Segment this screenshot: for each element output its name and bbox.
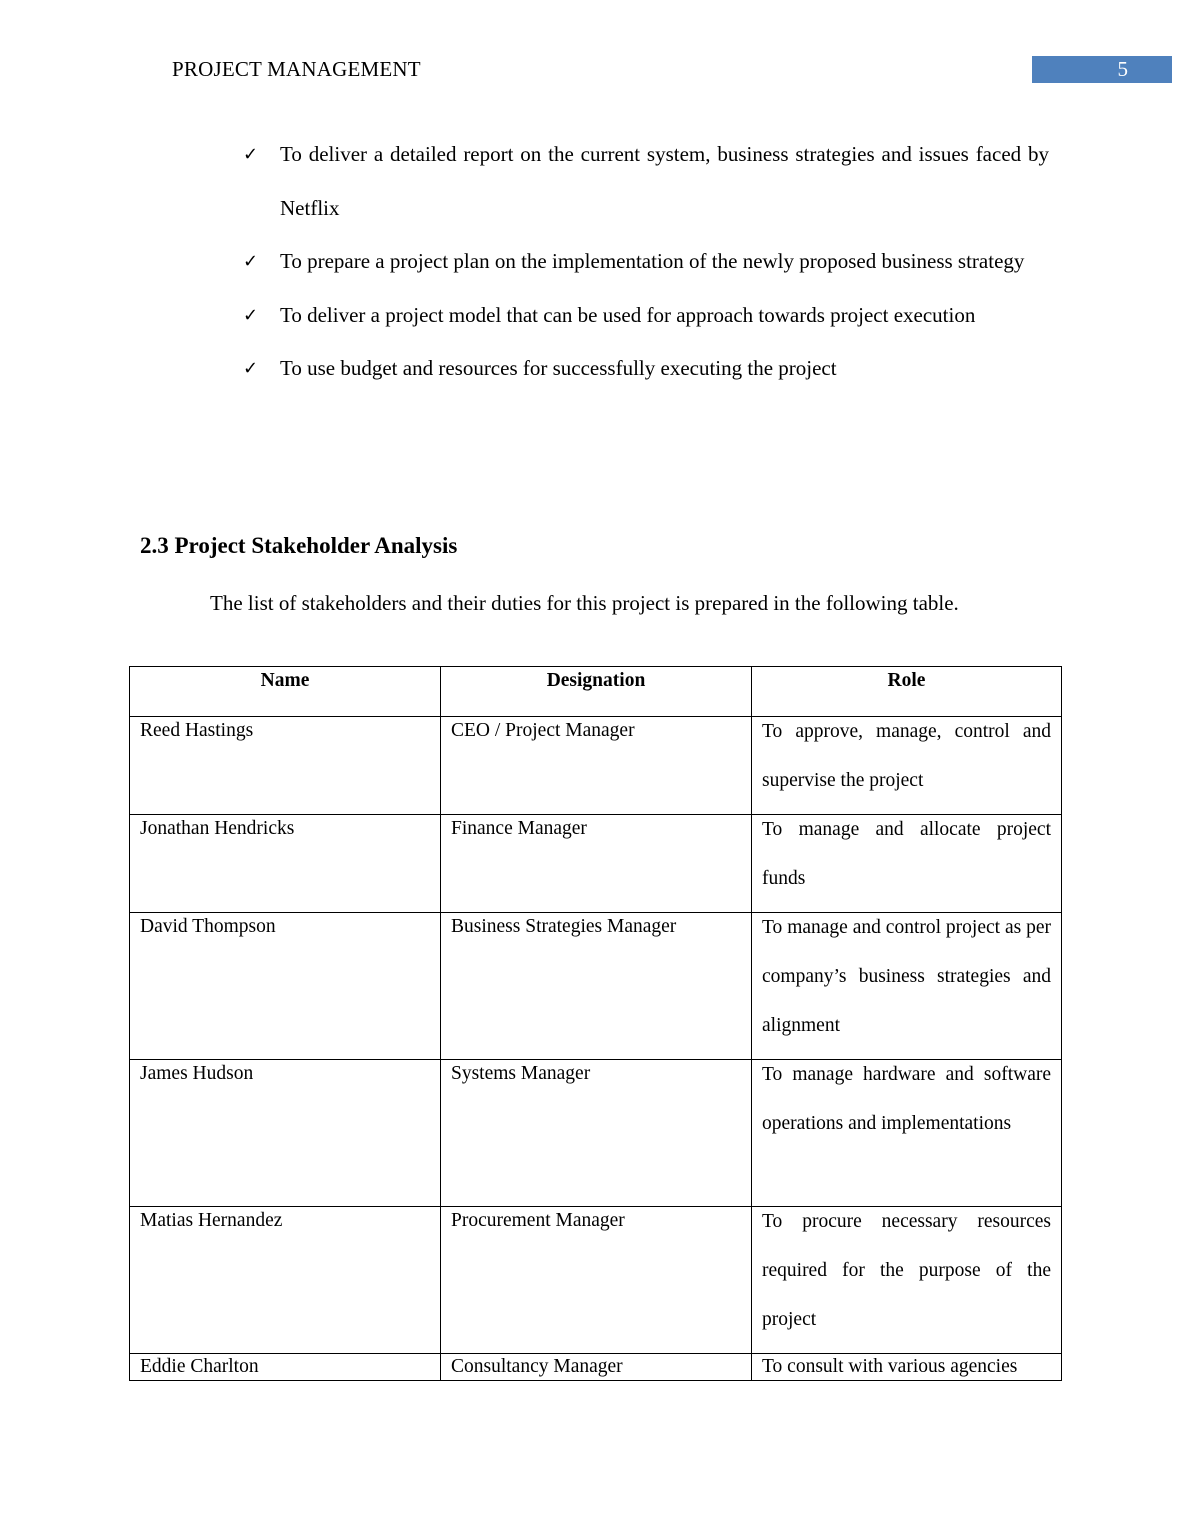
column-header-name: Name: [130, 667, 441, 717]
cell-name: Jonathan Hendricks: [130, 815, 441, 913]
cell-name: Reed Hastings: [130, 717, 441, 815]
objective-item: [243, 289, 1049, 343]
checkmark-icon: ✓: [243, 251, 259, 272]
cell-name: Matias Hernandez: [130, 1207, 441, 1354]
objective-text: To use budget and resources for successfully executing the project: [280, 356, 837, 380]
cell-name: James Hudson: [130, 1060, 441, 1207]
column-header-role: Role: [752, 667, 1062, 717]
cell-designation: Business Strategies Manager: [441, 913, 752, 1060]
objective-text: To prepare a project plan on the implementation of the newly proposed business strategy: [280, 249, 1025, 273]
role-text: To manage and allocate project funds: [762, 819, 1051, 889]
cell-designation: Procurement Manager: [441, 1207, 752, 1354]
cell-designation: Finance Manager: [441, 815, 752, 913]
objectives-list: [243, 128, 1049, 396]
role-text: To approve, manage, control and supervise the project: [762, 721, 1051, 791]
checkmark-icon: ✓: [243, 304, 259, 326]
cell-role: [752, 815, 1062, 913]
role-text: To manage hardware and software operations and implementations: [762, 1064, 1051, 1134]
role-text: To procure necessary resources required for the purpose of the project: [762, 1211, 1051, 1330]
cell-role: [752, 1060, 1062, 1207]
objective-item: [243, 342, 1049, 396]
role-text: To manage and control project as per company’s business strategies and alignment: [762, 917, 1051, 1036]
cell-designation: Systems Manager: [441, 1060, 752, 1207]
column-header-designation: Designation: [441, 667, 752, 717]
page-number: 5: [1032, 56, 1172, 83]
objective-item: [243, 128, 1049, 235]
running-header-title: PROJECT MANAGEMENT: [172, 57, 421, 81]
cell-designation: CEO / Project Manager: [441, 717, 752, 815]
table-row: [130, 1207, 1062, 1354]
cell-name: Eddie Charlton: [130, 1354, 441, 1381]
cell-role: [752, 1207, 1062, 1354]
objective-item: [243, 235, 1049, 289]
cell-role: To consult with various agencies: [752, 1354, 1062, 1381]
objective-text: To deliver a project model that can be used for approach towards project execution: [280, 302, 976, 327]
section-heading: 2.3 Project Stakeholder Analysis: [140, 533, 458, 558]
table-row: [130, 1354, 1062, 1381]
checkmark-icon: ✓: [243, 358, 259, 379]
table-row: [130, 913, 1062, 1060]
stakeholder-table: [129, 666, 1062, 1381]
cell-name: David Thompson: [130, 913, 441, 1060]
table-row: [130, 1060, 1062, 1207]
section-intro: The list of stakeholders and their duties for this project is prepared in the following table.: [210, 591, 959, 615]
table-row: [130, 815, 1062, 913]
checkmark-icon: ✓: [243, 144, 259, 165]
cell-role: [752, 913, 1062, 1060]
cell-designation: Consultancy Manager: [441, 1354, 752, 1381]
table-row: [130, 717, 1062, 815]
cell-role: [752, 717, 1062, 815]
objective-text: To deliver a detailed report on the current system, business strategies and issues faced by Netflix: [280, 142, 1049, 220]
